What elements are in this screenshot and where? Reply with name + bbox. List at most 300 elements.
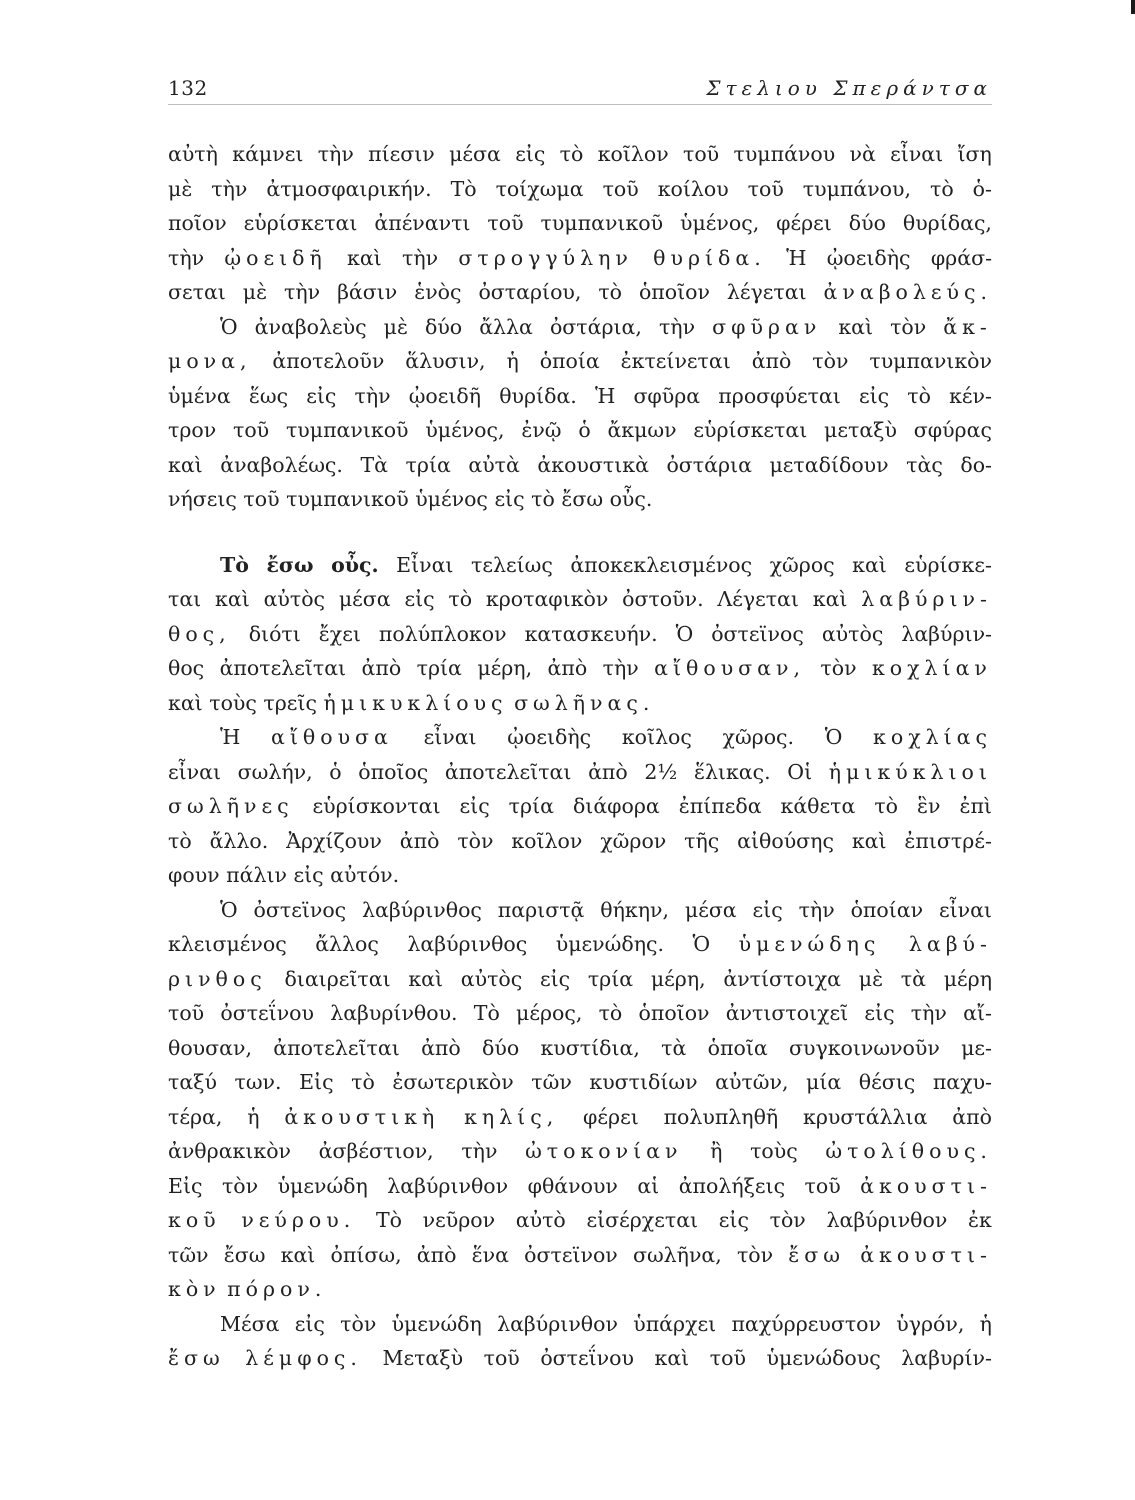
word: τὸ xyxy=(598,1001,623,1025)
word: λαβύρινθον xyxy=(497,1311,618,1336)
emphasized-term-word: κὸν xyxy=(168,1277,221,1301)
word: σφύρας xyxy=(913,418,992,442)
word: ὀστάρια, xyxy=(549,314,642,339)
text-line xyxy=(168,967,992,1002)
word: Μεταξὺ xyxy=(382,1346,464,1370)
word: λαβύρινθος xyxy=(407,932,528,956)
word: εἰς xyxy=(858,383,890,408)
word: Ἡ xyxy=(220,725,241,749)
word: λαβυρίνθου. xyxy=(330,1001,458,1025)
word: παχυ- xyxy=(932,1070,992,1094)
word: ὀστεΐνου xyxy=(540,1346,634,1370)
word: Ἡ xyxy=(594,383,616,408)
word: ἄλλο. xyxy=(209,828,269,853)
text-line xyxy=(168,932,992,967)
emphasized-term-word: σφῦραν xyxy=(712,314,822,339)
word: ὑμένος xyxy=(415,487,488,511)
word: κοῖλον xyxy=(597,142,669,166)
word: εὑρίσκεται xyxy=(243,211,358,235)
running-head: Στελιου Σπεράντσα xyxy=(706,76,992,100)
word: ὁποῖον xyxy=(638,280,710,304)
word: τῆς xyxy=(684,828,720,853)
word: Τὸ xyxy=(473,1001,500,1025)
word: λαβύρινθον xyxy=(387,1173,509,1198)
word: καὶ xyxy=(812,587,848,611)
word: τοῦ xyxy=(747,176,784,201)
word: ἕλικας. xyxy=(693,759,771,784)
word: τὸν xyxy=(340,1311,377,1336)
word: τὸ xyxy=(448,587,473,611)
word: αὐτὴ xyxy=(168,142,218,166)
emphasized-term-word: ἔσω xyxy=(788,1242,846,1267)
word: ᾠοειδὴς xyxy=(507,725,592,749)
text-line xyxy=(168,453,992,488)
word: ἕνα xyxy=(471,1242,509,1267)
word: θυρίδα. xyxy=(499,383,577,408)
word: καὶ xyxy=(838,314,874,339)
text-line xyxy=(168,1001,992,1036)
word: σεται xyxy=(168,280,226,304)
word: ὁποίαν xyxy=(850,897,924,922)
word: δο- xyxy=(960,452,992,477)
section-heading-word: οὖς. xyxy=(331,552,379,577)
word: προσφύεται xyxy=(718,383,841,408)
word: μέρος, xyxy=(516,1001,583,1025)
word: ἀσβέστιον, xyxy=(318,1139,434,1163)
word: ἀκουστικὰ xyxy=(537,452,649,477)
word: ὑμενώδη xyxy=(391,1311,482,1336)
emphasized-term-word: ὠτολίθους. xyxy=(825,1139,992,1163)
word: σφῦρα xyxy=(633,383,701,408)
word: μέρη xyxy=(943,966,992,991)
word: Ὁ xyxy=(692,932,711,956)
word: τὸν xyxy=(221,1173,259,1198)
word: ὁποῖος xyxy=(358,759,429,784)
word: φέρει xyxy=(776,211,832,235)
word: τοῦ xyxy=(487,211,524,235)
word: πάλιν xyxy=(226,863,287,887)
word: τυμπάνου, xyxy=(802,176,912,201)
word: τοῦ xyxy=(483,1346,520,1370)
word: ἀποτελεῖται xyxy=(444,759,572,784)
word: κάθετα xyxy=(780,794,856,818)
word: τρεῖς xyxy=(263,690,317,715)
word: φουν xyxy=(168,863,220,887)
word: ἅλυσιν, xyxy=(405,349,486,373)
word: Τὸ xyxy=(375,1208,402,1232)
word: τὴν xyxy=(658,314,696,339)
word: μεταδίδουν xyxy=(769,452,889,477)
word: ἀπὸ xyxy=(952,1104,992,1129)
word: τὴν xyxy=(168,245,205,270)
word: ἄκμων xyxy=(607,418,677,442)
word: ἀνθρακικὸν xyxy=(168,1139,292,1163)
word: διάφορα xyxy=(572,794,660,818)
word: ὁποῖον xyxy=(638,1001,710,1025)
word: τὴν xyxy=(461,1139,498,1163)
word: τοῦ xyxy=(233,418,270,442)
word: καὶ xyxy=(852,552,887,577)
word: ἕως xyxy=(248,383,289,408)
word: καὶ xyxy=(347,245,382,270)
text-line xyxy=(168,863,992,898)
word: τοὺς xyxy=(750,1139,798,1163)
word: χῶρον xyxy=(600,828,667,853)
word: αἱ xyxy=(637,1173,660,1198)
emphasized-term-word: ἔσω xyxy=(168,1346,225,1370)
text-line xyxy=(168,1174,992,1209)
text-line xyxy=(168,1070,992,1105)
text-line xyxy=(168,142,992,177)
word: ἓν xyxy=(917,794,941,818)
word: αἴ- xyxy=(963,1001,992,1025)
word: λαβύρινθος xyxy=(362,897,482,922)
word: τὸ xyxy=(907,383,931,408)
word: εἰς xyxy=(294,1311,325,1336)
word: καὶ xyxy=(168,452,203,477)
word: εἰς xyxy=(515,142,546,166)
word: ἐπὶ xyxy=(959,794,992,818)
word: αἰθούσης xyxy=(737,828,834,853)
word: εἰσέρχεται xyxy=(586,1208,699,1232)
emphasized-term-word: μονα, xyxy=(168,349,252,373)
text-line xyxy=(168,315,992,350)
word: ὀστεϊνος xyxy=(253,897,347,922)
word: τυμπανικὸν xyxy=(869,349,992,373)
text-line xyxy=(168,691,992,726)
word: τὴν xyxy=(798,897,835,922)
word: τὴν xyxy=(317,142,354,166)
emphasized-term-word: ὠτοκονίαν xyxy=(525,1139,683,1163)
word: εἰς xyxy=(718,1208,749,1232)
emphasized-term-word: αἴθουσαν, xyxy=(654,656,805,680)
word: δύο xyxy=(482,1035,520,1060)
emphasized-term-word: πόρον xyxy=(227,1277,315,1301)
word: τοίχωμα xyxy=(495,176,584,201)
word: ὀπίσω, xyxy=(330,1242,402,1267)
word: ἀπέναντι xyxy=(374,211,471,235)
word: τυμπανικοῦ xyxy=(286,487,409,511)
word: ὀσταρίου, xyxy=(478,280,582,304)
word: τυμπανικοῦ xyxy=(285,418,409,442)
page-number: 132 xyxy=(168,76,208,100)
word: ἡ xyxy=(247,1104,260,1129)
word: καὶ xyxy=(280,1242,316,1267)
word: ἄλλος xyxy=(315,932,379,956)
word: τρία xyxy=(405,452,451,477)
word: ταξύ xyxy=(168,1070,217,1094)
word: Τὰ xyxy=(360,452,388,477)
word: νήσεις xyxy=(168,487,237,511)
word: χῶρος xyxy=(769,552,835,577)
word: μέρη, xyxy=(650,966,706,991)
word: ἀπὸ xyxy=(547,656,588,680)
word: μέσα xyxy=(449,142,501,166)
word: τὸ xyxy=(351,1070,375,1094)
word: συγκοινωνοῦν xyxy=(789,1035,940,1060)
emphasized-term-word: σωλῆνας xyxy=(514,690,643,715)
word: τελείως xyxy=(471,552,553,577)
word: τὸν xyxy=(890,314,927,339)
word: ἔσω xyxy=(223,1242,266,1267)
word: αὐτόν. xyxy=(330,863,400,887)
emphasized-term-word: κοχλίαν xyxy=(871,656,992,680)
word: θήκην, xyxy=(600,897,669,922)
word: τρία xyxy=(416,656,462,680)
word: τὴν xyxy=(602,656,639,680)
word: ἑνὸς xyxy=(414,280,462,304)
emphasized-term-word: κοῦ xyxy=(168,1208,221,1232)
word: ἀντίστοιχα xyxy=(723,966,842,991)
word: διαιρεῖται xyxy=(284,966,391,991)
word: εἶναι xyxy=(890,142,944,166)
text-line xyxy=(168,1346,992,1381)
word: μὲ xyxy=(383,314,408,339)
word: τοῦ xyxy=(683,142,720,166)
word: ὑμενώδη xyxy=(277,1173,368,1198)
word: ἀπολήξεις xyxy=(678,1173,786,1198)
word: ὑμένος, xyxy=(425,418,505,442)
word: ἐπίπεδα xyxy=(678,794,762,818)
word: ἀπὸ xyxy=(588,759,628,784)
word: καὶ xyxy=(851,828,887,853)
word: τὴν xyxy=(402,245,439,270)
word: θέσις xyxy=(858,1070,916,1094)
word: εἰς xyxy=(293,863,324,887)
word: μὲ xyxy=(858,966,884,991)
text-line xyxy=(168,656,992,691)
word: τὸν xyxy=(457,828,494,853)
word: ἡ xyxy=(506,349,519,373)
word: ἀπὸ xyxy=(361,656,402,680)
text-line xyxy=(168,794,992,829)
word: κοίλου xyxy=(657,176,729,201)
word: τὸν xyxy=(769,1208,806,1232)
word: Ὁ xyxy=(220,314,238,339)
word: ἀποτελεῖται xyxy=(273,1035,400,1060)
word: κρυστάλλια xyxy=(803,1104,928,1129)
word: λέγεται xyxy=(726,280,807,304)
word: ἄλλα xyxy=(479,314,533,339)
word: τὸ xyxy=(531,487,555,511)
word: ᾠοειδῆ xyxy=(408,383,482,408)
word: διότι xyxy=(248,621,301,646)
emphasized-term-word: ἡμικυκλίους xyxy=(323,690,508,715)
word: τῶν xyxy=(168,1242,209,1267)
section-heading-word: Τὸ xyxy=(220,552,249,577)
word: μέρη, xyxy=(477,656,533,680)
page-header xyxy=(168,76,992,104)
word: ὁ- xyxy=(972,176,992,201)
word: τοῦ xyxy=(709,1346,746,1370)
word: αὐτὰ xyxy=(468,452,520,477)
word: τὰς xyxy=(906,452,943,477)
word: των. xyxy=(234,1070,282,1094)
word: θος xyxy=(168,656,205,680)
word: ᾠοειδὴς xyxy=(826,245,911,270)
word: ἀποτελεῖται xyxy=(219,656,347,680)
text-line xyxy=(168,280,992,315)
emphasized-term-word: θος, xyxy=(168,621,231,646)
scan-edge-mark xyxy=(1131,0,1135,14)
emphasized-term-word: ἀναβολεύς. xyxy=(823,280,992,304)
emphasized-term-word: λέμφος. xyxy=(245,1346,362,1370)
word: ἔχει xyxy=(318,621,361,646)
word: Μέσα xyxy=(220,1311,280,1336)
word: κοῖλον xyxy=(511,828,583,853)
word: ὀστάρια xyxy=(666,452,752,477)
word: λαβύριν- xyxy=(901,621,992,646)
word: τὰ xyxy=(900,966,926,991)
text-line xyxy=(168,349,992,384)
word: Ἡ xyxy=(786,245,807,270)
word: λαβύρινθον xyxy=(826,1208,948,1232)
word: ἀποτελοῦν xyxy=(272,349,385,373)
word: εἰς xyxy=(404,587,435,611)
word: τὸ xyxy=(168,828,192,853)
word: πίεσιν xyxy=(368,142,435,166)
word: ὑγρόν, xyxy=(896,1311,965,1336)
paragraph-gap xyxy=(168,522,992,553)
word: Εἶναι xyxy=(396,552,454,577)
word: με- xyxy=(961,1035,992,1060)
word: κυστίδια, xyxy=(540,1035,640,1060)
word: ἀπὸ xyxy=(399,828,440,853)
word: τὸν xyxy=(812,349,849,373)
word: τὴν xyxy=(284,280,321,304)
emphasized-term-word: θυρίδα. xyxy=(653,245,766,270)
word: τέρα, xyxy=(168,1104,223,1129)
word: καὶ xyxy=(168,690,203,715)
emphasized-term-word: λαβύριν- xyxy=(861,587,992,611)
word: πολυπληθῆ xyxy=(663,1104,779,1129)
word: ἢ xyxy=(710,1139,723,1163)
body-text xyxy=(168,142,992,1381)
word: ἀντιστοιχεῖ xyxy=(725,1001,849,1025)
word: τοῦ xyxy=(804,1173,841,1198)
word: αὐτῶν, xyxy=(715,1070,789,1094)
word: ἔσω xyxy=(561,487,604,511)
text-line xyxy=(168,1243,992,1278)
word: τὸ xyxy=(559,142,584,166)
word: ποῖον xyxy=(168,211,227,235)
text-line xyxy=(168,246,992,281)
emphasized-term-word: ἀκουστι- xyxy=(860,1173,992,1198)
word: ὑμένα xyxy=(168,383,231,408)
word: νεῦρον xyxy=(422,1208,496,1232)
word: ἴση xyxy=(957,142,992,166)
word: ἀτμοσφαιρικήν. xyxy=(266,176,432,201)
word: σωλῆνα, xyxy=(632,1242,722,1267)
word: μεταξὺ xyxy=(824,418,897,442)
word: χῶρος. xyxy=(722,725,795,749)
word: εὑρίσκεται xyxy=(693,418,808,442)
word: ἐσωτερικὸν xyxy=(392,1070,514,1094)
word: δύο xyxy=(848,211,886,235)
word: νὰ xyxy=(849,142,876,166)
word: παχύρρευστον xyxy=(731,1311,881,1336)
word: φθάνουν xyxy=(527,1173,618,1198)
word: ἀπὸ xyxy=(416,1242,457,1267)
word: καὶ xyxy=(654,1346,690,1370)
word: Λέγεται xyxy=(717,587,799,611)
word: τρον xyxy=(168,418,217,442)
word: ὑπάρχει xyxy=(633,1311,717,1336)
header-rule xyxy=(168,104,992,105)
emphasized-term-word: ἡμικύκλιοι xyxy=(828,759,992,784)
word: θουσαν, xyxy=(168,1035,252,1060)
word: κλεισμένος xyxy=(168,932,287,956)
word: ὁ xyxy=(578,418,591,442)
word: τὴν xyxy=(910,1001,947,1025)
emphasized-term-word: ὑμενώδης xyxy=(738,932,881,956)
word: εἶναι xyxy=(938,897,992,922)
text-line xyxy=(168,487,992,522)
word: ἐκτείνεται xyxy=(620,349,731,373)
text-line xyxy=(168,829,992,864)
word: εἰς xyxy=(539,966,571,991)
word: αὐτὸς xyxy=(460,966,523,991)
text-line xyxy=(168,177,992,212)
word: Ἀρχίζουν xyxy=(286,828,382,853)
word: ὁποία xyxy=(539,349,600,373)
emphasized-term-word: ἀκουστικὴ xyxy=(284,1104,440,1129)
word: τυμπάνου xyxy=(733,142,836,166)
word: κοῖλος xyxy=(621,725,692,749)
word: ὑμένος, xyxy=(680,211,760,235)
emphasized-term-word: ἀκουστι- xyxy=(860,1242,992,1267)
emphasized-term-word: κηλίς, xyxy=(464,1104,559,1129)
text-line xyxy=(168,1036,992,1071)
word: ὀστοῦν. xyxy=(622,587,704,611)
word: καὶ xyxy=(215,587,250,611)
word: εἶναι xyxy=(168,759,222,784)
word: εἰς xyxy=(459,794,490,818)
word: εἰς xyxy=(306,383,337,408)
word: μέσα xyxy=(338,587,391,611)
word: . xyxy=(314,1277,322,1301)
word: κατασκευήν. xyxy=(524,621,658,646)
word: Ὁ xyxy=(220,897,238,922)
word: τὸ xyxy=(598,280,623,304)
word: εὑρίσκε- xyxy=(904,552,992,577)
word: ὁποῖα xyxy=(707,1035,768,1060)
word: τὸν xyxy=(736,1242,774,1267)
word: εἰς xyxy=(752,897,783,922)
word: τρία xyxy=(587,966,634,991)
word: σωλήν, xyxy=(237,759,313,784)
word: τὸ xyxy=(874,794,899,818)
word: μὲ xyxy=(168,176,193,201)
word: ὑμενώδους xyxy=(766,1346,881,1370)
word: τρία xyxy=(508,794,554,818)
word: φέρει xyxy=(583,1104,639,1129)
text-line xyxy=(168,418,992,453)
word: ὀστεϊνος xyxy=(711,621,804,646)
word: ὀστεΐνου xyxy=(220,1001,314,1025)
text-line xyxy=(168,725,992,760)
text-line xyxy=(168,211,992,246)
emphasized-term-word: ἄκ- xyxy=(943,314,992,339)
word: καὶ xyxy=(408,966,444,991)
word: εὑρίσκονται xyxy=(312,794,441,818)
word: Εἰς xyxy=(168,1173,203,1198)
word: κάμνει xyxy=(232,142,304,166)
word: τοῦ xyxy=(168,1001,205,1025)
word: τοῦ xyxy=(243,487,280,511)
word: 2½ xyxy=(644,759,678,784)
word: μὲ xyxy=(242,280,268,304)
